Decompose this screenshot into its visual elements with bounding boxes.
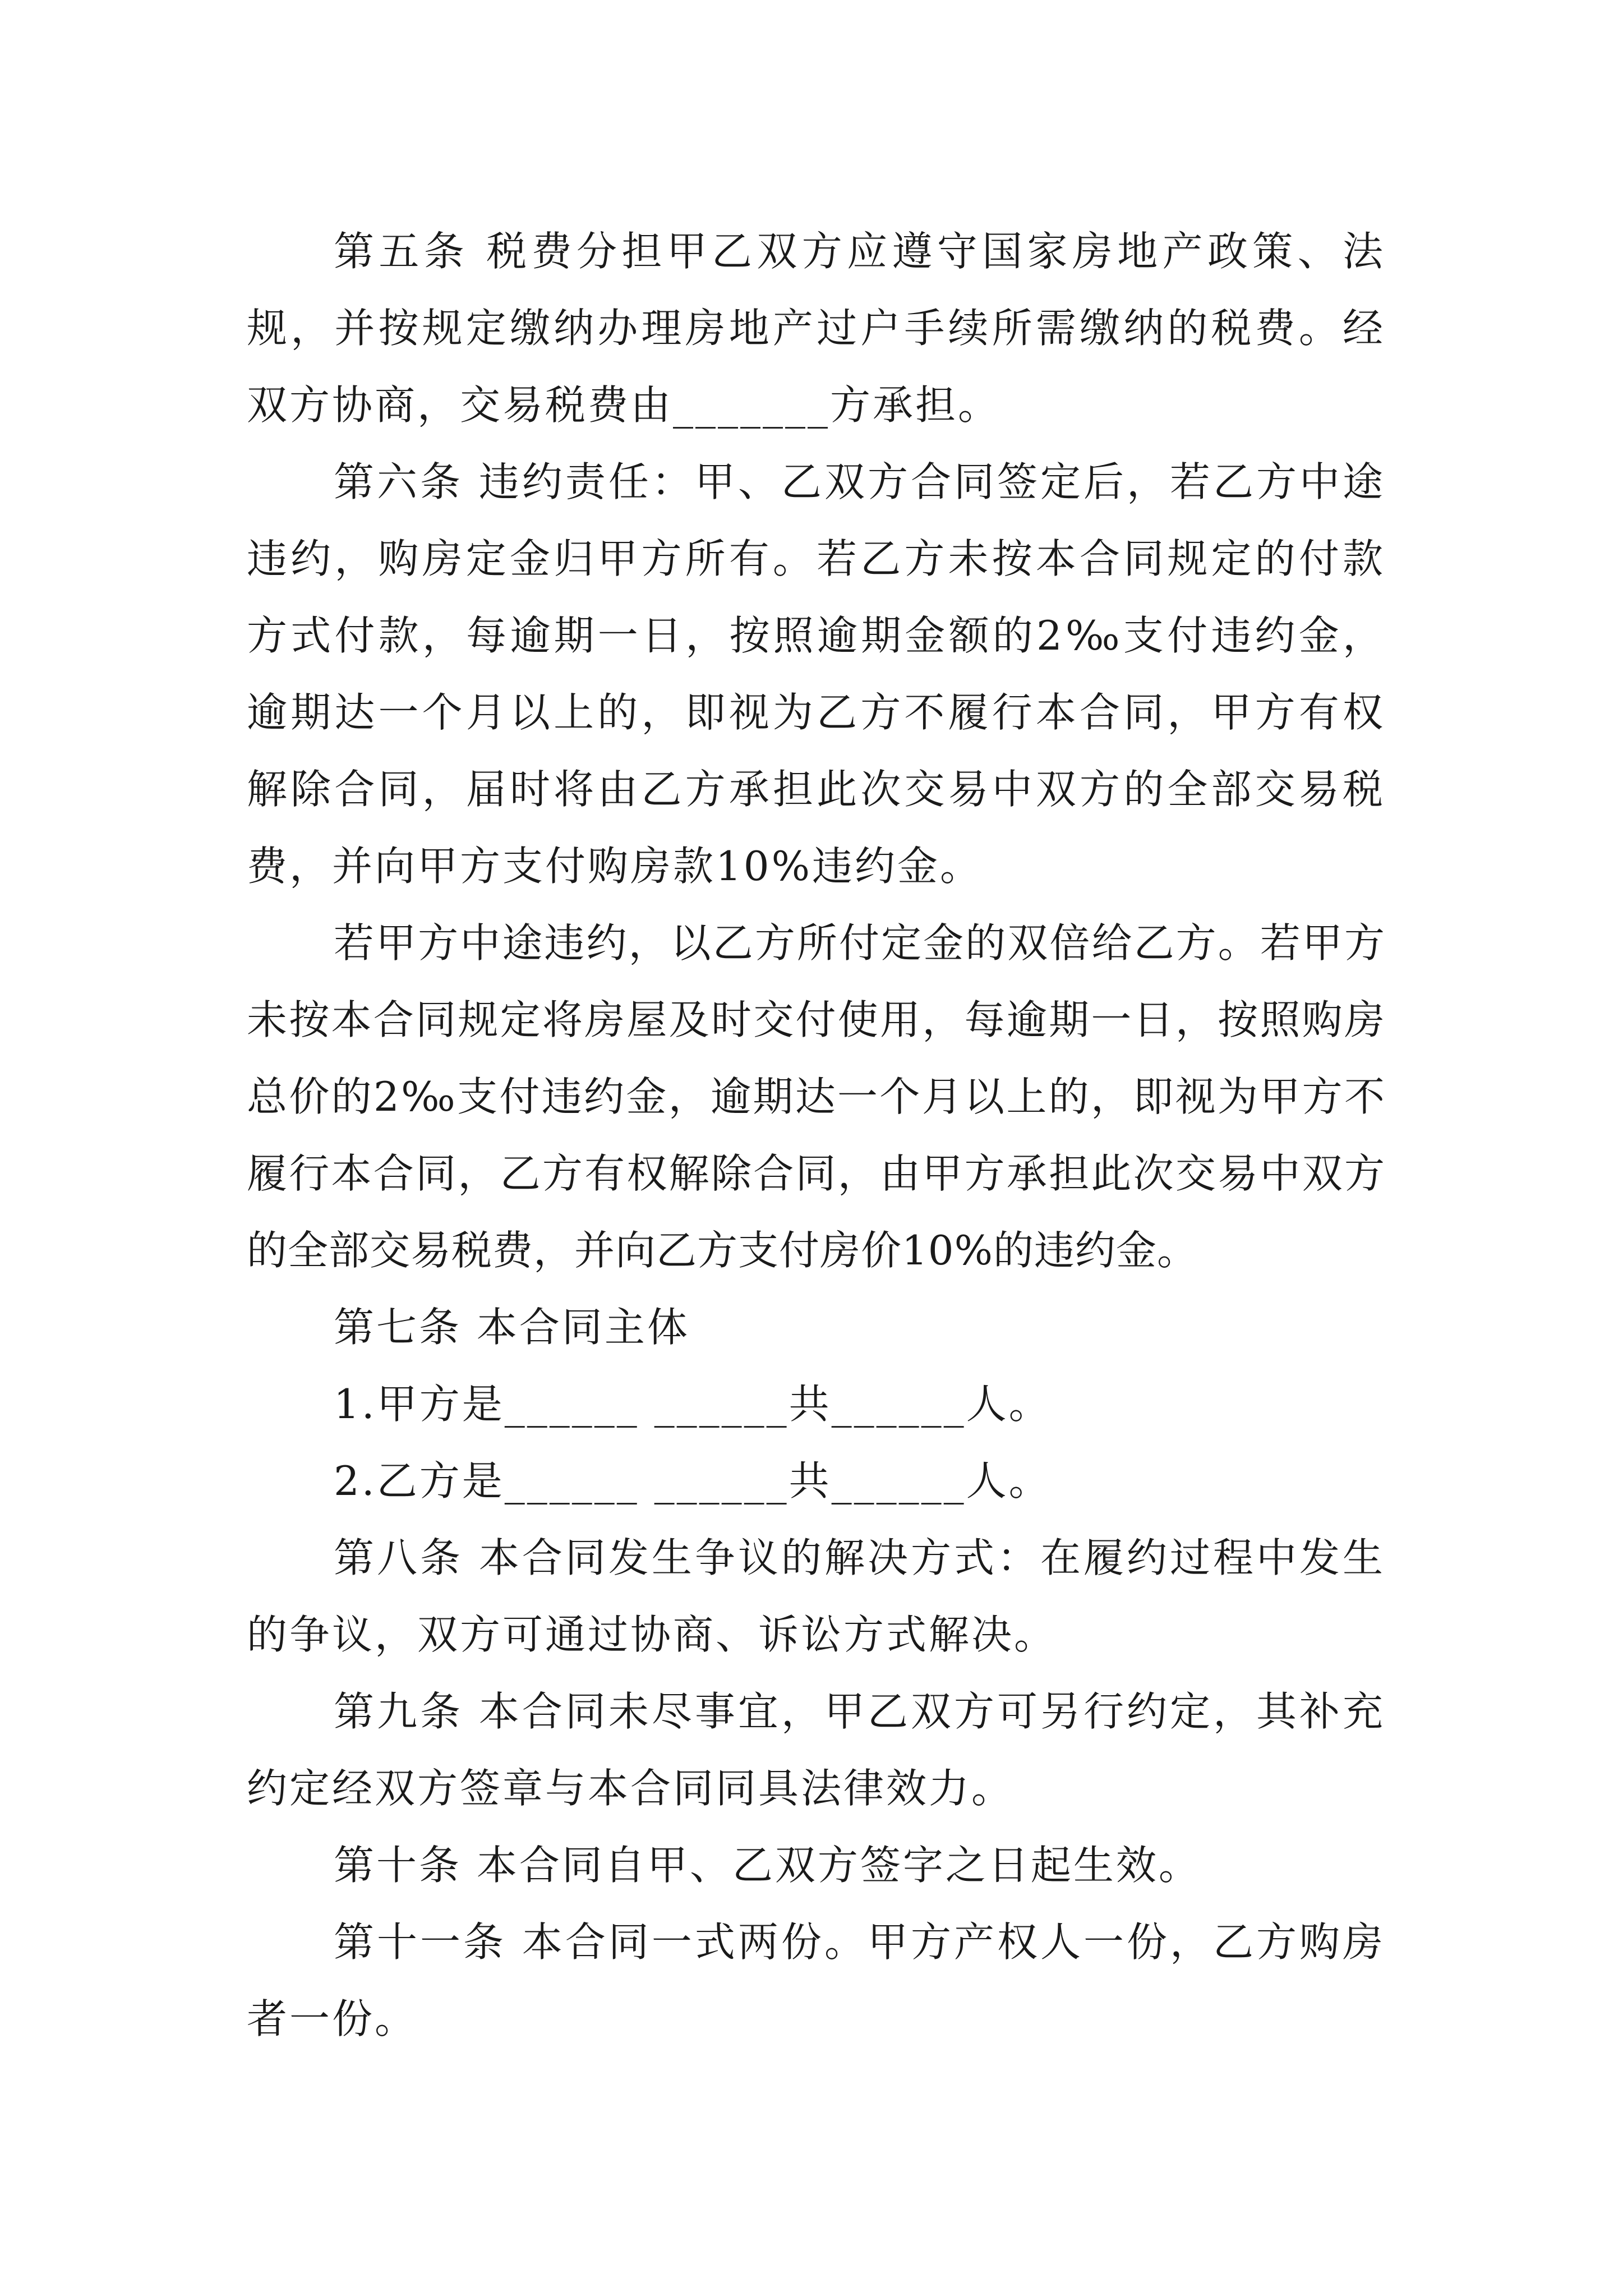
article-5-tax: 第五条 税费分担甲乙双方应遵守国家房地产政策、法规，并按规定缴纳办理房地产过户手续所需缴纳的税费。经双方协商，交易税费由_______方承担。 [247, 228, 1385, 429]
article-11-copies: 第十一条 本合同一式两份。甲方产权人一份，乙方购房者一份。 [247, 1918, 1385, 2042]
article-7-party-a: 1.甲方是______ ______共______人。 [334, 1381, 1052, 1428]
article-8-dispute: 第八条 本合同发生争议的解决方式：在履约过程中发生的争议，双方可通过协商、诉讼方式解决。 [247, 1534, 1385, 1658]
article-10-effective: 第十条 本合同自甲、乙双方签字之日起生效。 [334, 1842, 1201, 1889]
article-6-breach-party-a: 若甲方中途违约，以乙方所付定金的双倍给乙方。若甲方未按本合同规定将房屋及时交付使用，每逾期一日，按照购房总价的2‰支付违约金，逾期达一个月以上的，即视为甲方不履行本合同，乙方有权解除合同，由甲方承担此次交易中双方的全部交易税费，并向乙方支付房价10%的违约金。 [247, 919, 1385, 1274]
article-9-supplement: 第九条 本合同未尽事宜，甲乙双方可另行约定，其补充约定经双方签章与本合同同具法律效力。 [247, 1688, 1385, 1812]
article-7-heading: 第七条 本合同主体 [334, 1304, 690, 1351]
article-7-party-b: 2.乙方是______ ______共______人。 [334, 1457, 1052, 1504]
article-6-breach: 第六条 违约责任：甲、乙双方合同签定后，若乙方中途违约，购房定金归甲方所有。若乙方未按本合同规定的付款方式付款，每逾期一日，按照逾期金额的2‰支付违约金，逾期达一个月以上的，即视为乙方不履行本合同，甲方有权解除合同，届时将由乙方承担此次交易中双方的全部交易税费，并向甲方支付购房款10%违约金。 [247, 458, 1385, 890]
document-body [247, 213, 1385, 2058]
